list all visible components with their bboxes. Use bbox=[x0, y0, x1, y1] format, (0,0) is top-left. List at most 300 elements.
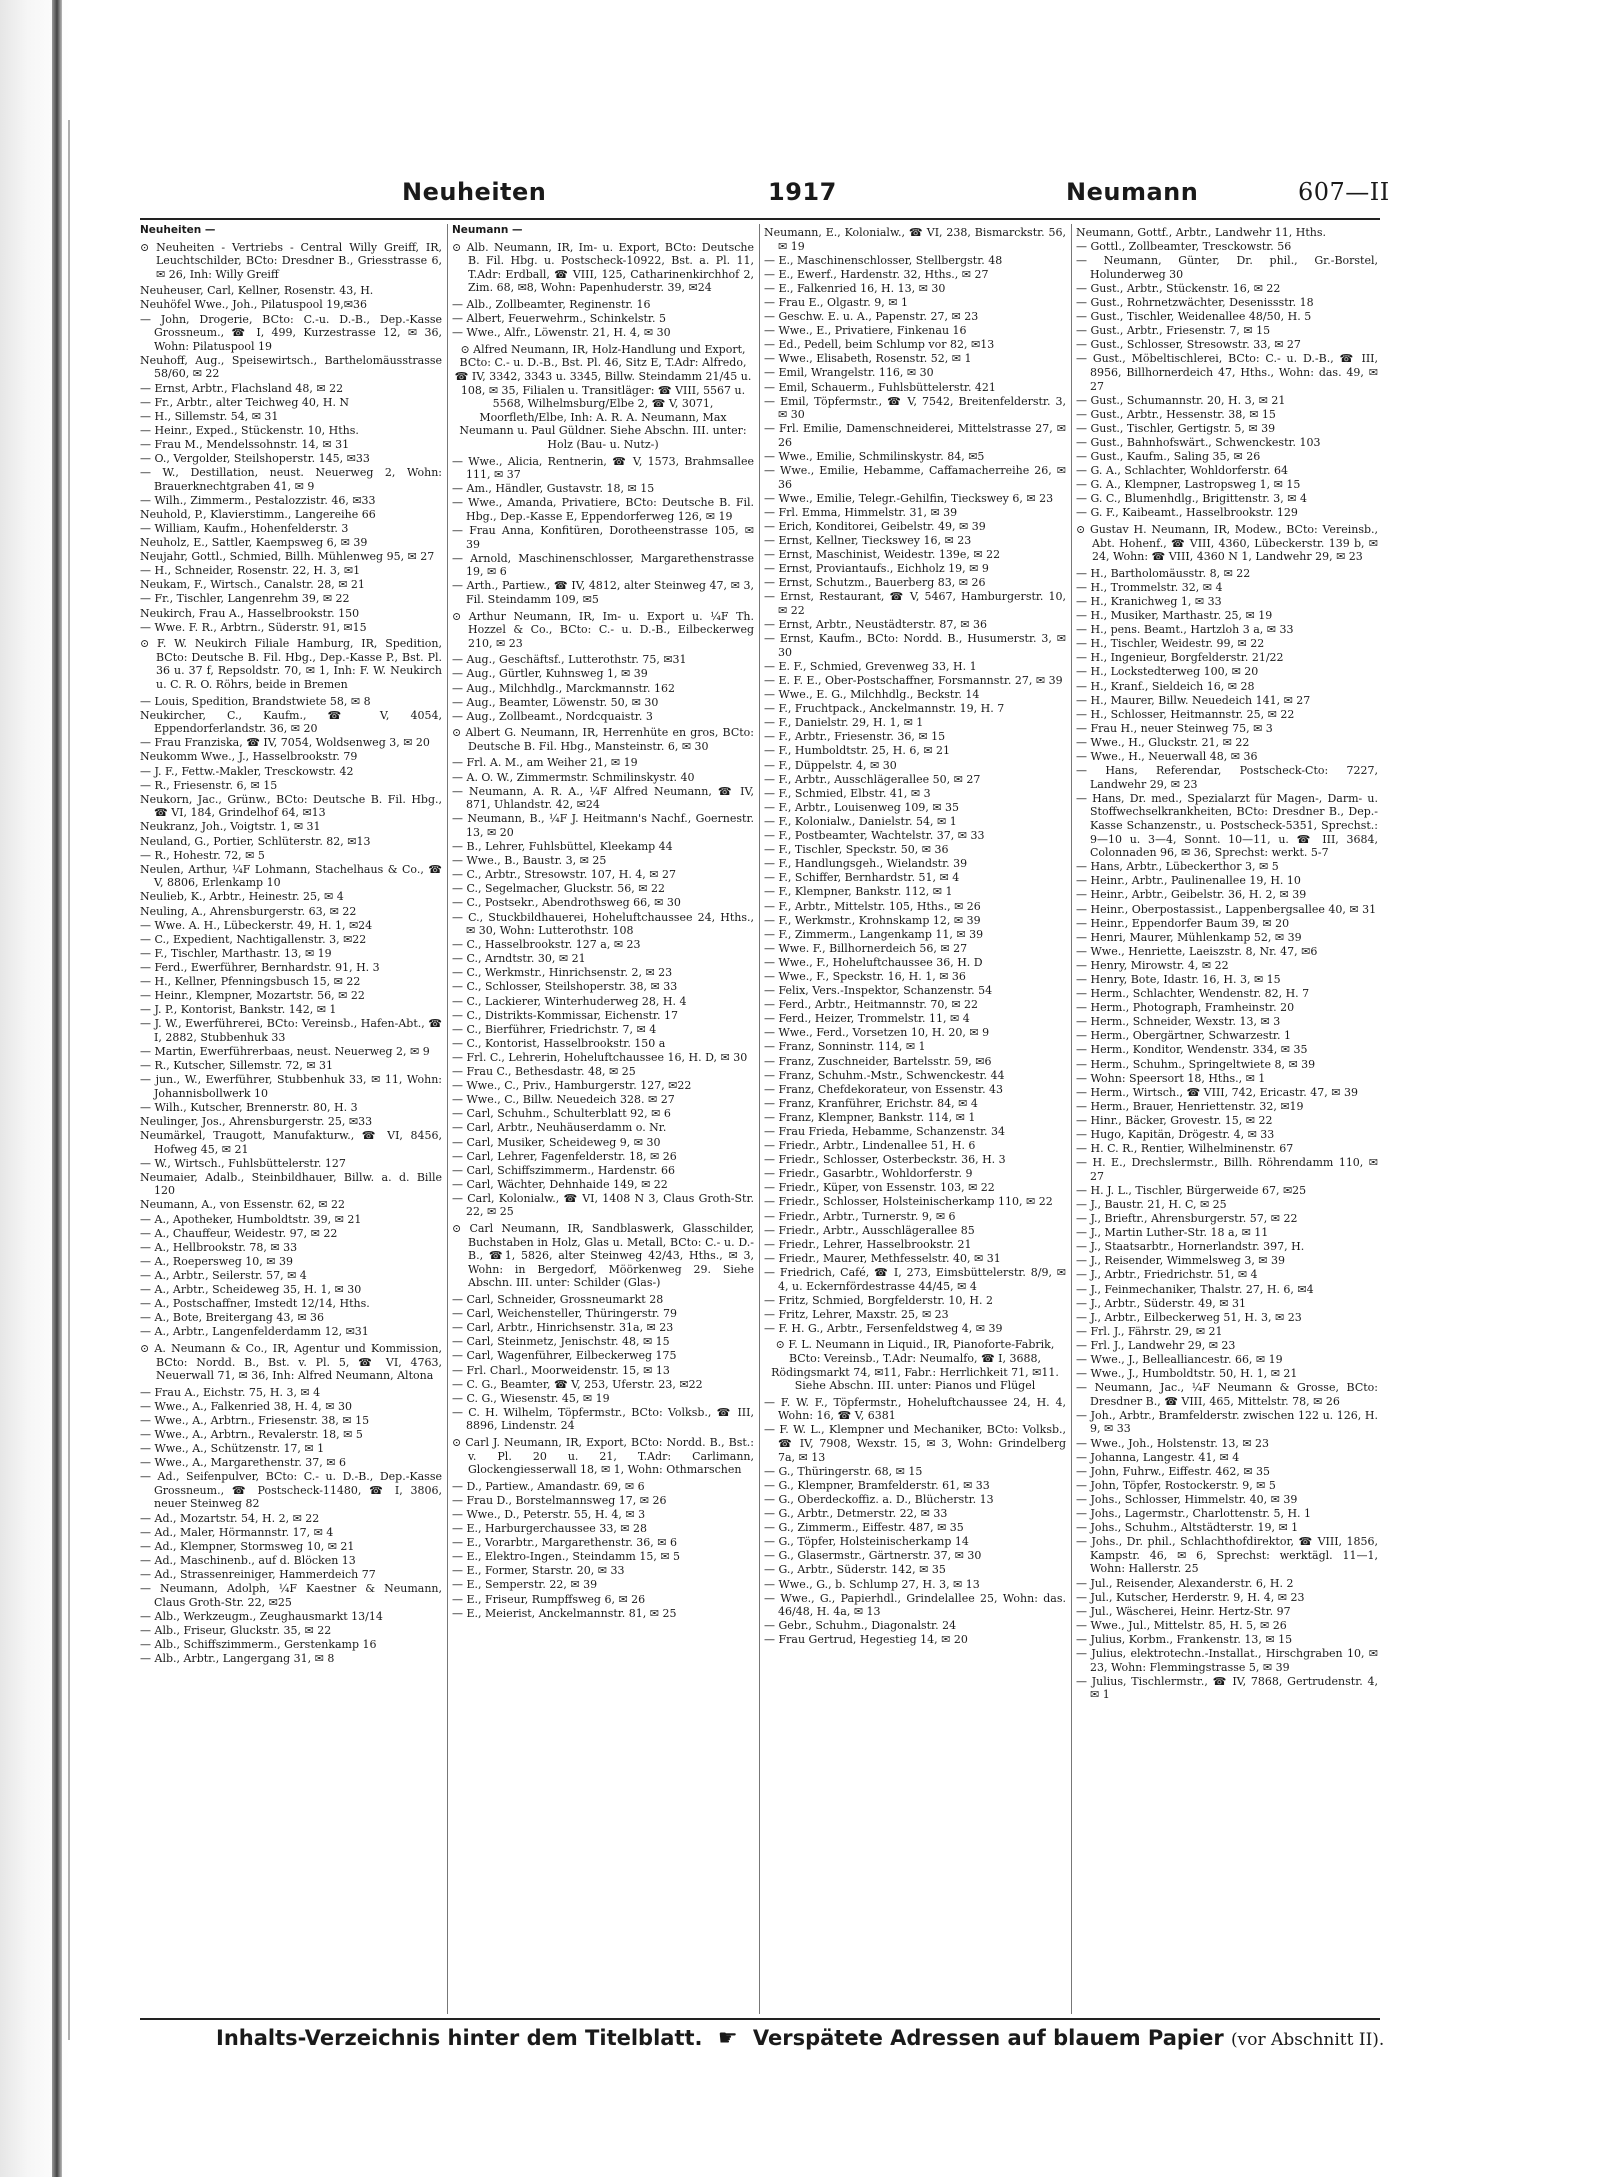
directory-entry: — Frau M., Mendelssohnstr. 14, ✉ 31 bbox=[140, 438, 442, 452]
directory-entry: — C., Kontorist, Hasselbrookstr. 150 a bbox=[452, 1037, 754, 1051]
directory-entry: Neuhold, P., Klavierstimm., Langereihe 66 bbox=[140, 507, 376, 521]
directory-entry: — Henri, Maurer, Mühlenkamp 52, ✉ 39 bbox=[1076, 931, 1378, 945]
directory-entry: — Heinr., Arbtr., Geibelstr. 36, H. 2, ✉ 39 bbox=[1076, 888, 1378, 902]
directory-entry: — Ad., Maschinenb., auf d. Blöcken 13 bbox=[140, 1554, 442, 1568]
directory-entry: — J., Reisender, Wimmelsweg 3, ✉ 39 bbox=[1076, 1254, 1378, 1268]
directory-entry: — Louis, Spedition, Brandstwiete 58, ✉ 8 bbox=[140, 695, 442, 709]
directory-entry: — Henry, Mirowstr. 4, ✉ 22 bbox=[1076, 959, 1378, 973]
directory-entry: — Wwe., Alfr., Löwenstr. 21, H. 4, ✉ 30 bbox=[452, 326, 754, 340]
directory-entry: Neukorn, Jac., Grünw., BCto: Deutsche B. Fil. Hbg., ☎ VI, 184, Grindelhof 64, ✉13 bbox=[140, 792, 442, 820]
directory-entry: Neukranz, Joh., Voigtstr. 1, ✉ 31 bbox=[140, 820, 321, 834]
directory-entry: — Gust., Arbtr., Stückenstr. 16, ✉ 22 bbox=[1076, 282, 1378, 296]
directory-entry: Neulinger, Jos., Ahrensburgerstr. 25, ✉33 bbox=[140, 1114, 373, 1128]
directory-entry: — J. P., Kontorist, Bankstr. 142, ✉ 1 bbox=[140, 1003, 442, 1017]
directory-entry: — Friedrich, Café, ☎ I, 273, Eimsbüttelerstr. 8/9, ✉ 4, u. Eckernfördestrasse 44/45, ✉ 4 bbox=[764, 1266, 1066, 1293]
directory-entry: — Jul., Wäscherei, Heinr. Hertz-Str. 97 bbox=[1076, 1605, 1378, 1619]
directory-entry: — J., Arbtr., Friedrichstr. 51, ✉ 4 bbox=[1076, 1268, 1378, 1282]
directory-entry: — Julius, Korbm., Frankenstr. 13, ✉ 15 bbox=[1076, 1633, 1378, 1647]
directory-page bbox=[140, 160, 1390, 2080]
directory-entry: — Wwe., D., Peterstr. 55, H. 4, ✉ 3 bbox=[452, 1508, 754, 1522]
directory-entry: — Frl. C., Lehrerin, Hoheluftchaussee 16, H. D, ✉ 30 bbox=[452, 1051, 754, 1065]
directory-entry: — Carl, Musiker, Scheideweg 9, ✉ 30 bbox=[452, 1136, 754, 1150]
directory-entry: — E., Former, Starstr. 20, ✉ 33 bbox=[452, 1564, 754, 1578]
directory-entry: — Joh., Arbtr., Bramfelderstr. zwischen 122 u. 126, H. 9, ✉ 33 bbox=[1076, 1409, 1378, 1436]
directory-entry: — E., Vorarbtr., Margarethenstr. 36, ✉ 6 bbox=[452, 1536, 754, 1550]
directory-entry: — Wwe., H., Gluckstr. 21, ✉ 22 bbox=[1076, 736, 1378, 750]
directory-entry: — Wwe., C., Priv., Hamburgerstr. 127, ✉22 bbox=[452, 1079, 754, 1093]
directory-entry-featured: ⊙ Albert G. Neumann, IR, Herrenhüte en gros, BCto: Deutsche B. Fil. Hbg., Mansteinstr. 6, ✉ 30 bbox=[452, 726, 754, 753]
directory-entry: Neumann, A., von Essenstr. 62, ✉ 22 bbox=[140, 1198, 345, 1212]
directory-entry-featured: ⊙ Arthur Neumann, IR, Im- u. Export u. ¼F Th. Hozzel & Co., BCto: C.- u. D.-B., Eilbeckerweg 210, ✉ 23 bbox=[452, 609, 754, 650]
directory-entry: Neukomm Wwe., J., Hasselbrookstr. 79 bbox=[140, 750, 358, 764]
column-4 bbox=[1076, 224, 1378, 2014]
directory-entry: — Carl, Weichensteller, Thüringerstr. 79 bbox=[452, 1307, 754, 1321]
directory-entry: — Ernst, Maschinist, Weidestr. 139e, ✉ 22 bbox=[764, 548, 1066, 562]
directory-entry: — Gust., Tischler, Weidenallee 48/50, H. 5 bbox=[1076, 310, 1378, 324]
directory-entry: — F., Werkmstr., Krohnskamp 12, ✉ 39 bbox=[764, 914, 1066, 928]
directory-entry: — Johanna, Langestr. 41, ✉ 4 bbox=[1076, 1451, 1378, 1465]
directory-entry: — Frl. Emma, Himmelstr. 31, ✉ 39 bbox=[764, 506, 1066, 520]
directory-entry: — Wwe. F. R., Arbtrn., Süderstr. 91, ✉15 bbox=[140, 621, 442, 635]
column-head: Neumann — bbox=[452, 224, 523, 236]
header-rule bbox=[140, 218, 1380, 220]
directory-entry: — F., Fruchtpack., Anckelmannstr. 19, H. 7 bbox=[764, 702, 1066, 716]
directory-entry: — Ad., Seifenpulver, BCto: C.- u. D.-B., Dep.-Kasse Grossneum., ☎ Postscheck-11480, ☎ I, 3806, neuer Steinweg 82 bbox=[140, 1470, 442, 1511]
directory-entry: — Johs., Dr. phil., Schlachthofdirektor, ☎ VIII, 1856, Kampstr. 46, ✉ 6, Sprechst: werktägl. 11—1, Wohn: Hallerstr. 25 bbox=[1076, 1535, 1378, 1576]
directory-entry: — H., pens. Beamt., Hartzloh 3 a, ✉ 33 bbox=[1076, 623, 1378, 637]
directory-entry: — H., Kranichweg 1, ✉ 33 bbox=[1076, 595, 1378, 609]
directory-entry: — Wwe. A. H., Lübeckerstr. 49, H. 1, ✉24 bbox=[140, 919, 442, 933]
directory-entry: — C., Arndtstr. 30, ✉ 21 bbox=[452, 952, 754, 966]
directory-entry: — H., Lockstedterweg 100, ✉ 20 bbox=[1076, 665, 1378, 679]
directory-entry: — H., Schlosser, Heitmannstr. 25, ✉ 22 bbox=[1076, 708, 1378, 722]
directory-entry: — Ernst, Kaufm., BCto: Nordd. B., Husumerstr. 3, ✉ 30 bbox=[764, 632, 1066, 659]
directory-entry: — Alb., Zollbeamter, Reginenstr. 16 bbox=[452, 298, 754, 312]
directory-entry: — Wwe., Emilie, Schmilinskystr. 84, ✉5 bbox=[764, 450, 1066, 464]
directory-entry: — H., Kranf., Sieldeich 16, ✉ 28 bbox=[1076, 680, 1378, 694]
directory-entry: — G., Klempner, Bramfelderstr. 61, ✉ 33 bbox=[764, 1479, 1066, 1493]
directory-entry: — H., Trommelstr. 32, ✉ 4 bbox=[1076, 581, 1378, 595]
directory-entry: — Alb., Schiffszimmerm., Gerstenkamp 16 bbox=[140, 1638, 442, 1652]
directory-entry: — John, Töpfer, Rostockerstr. 9, ✉ 5 bbox=[1076, 1479, 1378, 1493]
directory-entry: — Wwe., G., b. Schlump 27, H. 3, ✉ 13 bbox=[764, 1578, 1066, 1592]
directory-entry: — Ernst, Restaurant, ☎ V, 5467, Hamburgerstr. 10, ✉ 22 bbox=[764, 590, 1066, 617]
directory-entry: Neulieb, K., Arbtr., Heinestr. 25, ✉ 4 bbox=[140, 890, 344, 904]
directory-entry: — Ernst, Schutzm., Bauerberg 83, ✉ 26 bbox=[764, 576, 1066, 590]
directory-entry: — J., Martin Luther-Str. 18 a, ✉ 11 bbox=[1076, 1226, 1378, 1240]
directory-entry: — A., Arbtr., Seilerstr. 57, ✉ 4 bbox=[140, 1269, 442, 1283]
directory-entry: — Wwe., A., Arbtrn., Revalerstr. 18, ✉ 5 bbox=[140, 1428, 442, 1442]
directory-entry: — Ferd., Ewerführer, Bernhardstr. 91, H. 3 bbox=[140, 961, 442, 975]
directory-entry: — Gust., Kaufm., Saling 35, ✉ 26 bbox=[1076, 450, 1378, 464]
directory-entry: — Wwe., A., Falkenried 38, H. 4, ✉ 30 bbox=[140, 1400, 442, 1414]
footer-rule bbox=[140, 2018, 1380, 2020]
directory-entry: — Frau A., Eichstr. 75, H. 3, ✉ 4 bbox=[140, 1386, 442, 1400]
directory-entry: — Carl, Schiffszimmerm., Hardenstr. 66 bbox=[452, 1164, 754, 1178]
directory-entry: — J., Brieftr., Ahrensburgerstr. 57, ✉ 22 bbox=[1076, 1212, 1378, 1226]
directory-entry: Neukirch, Frau A., Hasselbrookstr. 150 bbox=[140, 606, 360, 620]
directory-entry: — E. F. E., Ober-Postschaffner, Forsmannstr. 27, ✉ 39 bbox=[764, 674, 1066, 688]
directory-entry: — C. G., Beamter, ☎ V, 253, Uferstr. 23, ✉22 bbox=[452, 1378, 754, 1392]
directory-entry: — Carl, Wächter, Dehnhaide 149, ✉ 22 bbox=[452, 1178, 754, 1192]
directory-entry: — C., Expedient, Nachtigallenstr. 3, ✉22 bbox=[140, 933, 442, 947]
directory-entry: — Felix, Vers.-Inspektor, Schanzenstr. 54 bbox=[764, 984, 1066, 998]
directory-entry: — Johs., Lagermstr., Charlottenstr. 5, H. 1 bbox=[1076, 1507, 1378, 1521]
directory-entry: — John, Drogerie, BCto: C.-u. D.-B., Dep.-Kasse Grossneum., ☎ I, 499, Kurzestrasse 12, ✉ 36, Wohn: Pilatuspool 19 bbox=[140, 313, 442, 354]
directory-entry: — G., Arbtr., Süderstr. 142, ✉ 35 bbox=[764, 1563, 1066, 1577]
directory-entry: — Hans, Arbtr., Lübeckerthor 3, ✉ 5 bbox=[1076, 860, 1378, 874]
directory-entry: Neuling, A., Ahrensburgerstr. 63, ✉ 22 bbox=[140, 904, 357, 918]
column-entries bbox=[140, 241, 442, 1666]
directory-entry: — Emil, Töpfermstr., ☎ V, 7542, Breitenfelderstr. 3, ✉ 30 bbox=[764, 395, 1066, 422]
directory-entry: — C., Werkmstr., Hinrichsenstr. 2, ✉ 23 bbox=[452, 966, 754, 980]
directory-entry: — Ferd., Arbtr., Heitmannstr. 70, ✉ 22 bbox=[764, 998, 1066, 1012]
directory-entry: — Wilh., Zimmerm., Pestalozzistr. 46, ✉33 bbox=[140, 494, 442, 508]
directory-entry: — Jul., Kutscher, Herderstr. 9, H. 4, ✉ 23 bbox=[1076, 1591, 1378, 1605]
directory-entry: — H., Tischler, Weidestr. 99, ✉ 22 bbox=[1076, 637, 1378, 651]
directory-entry: — Emil, Schauerm., Fuhlsbüttelerstr. 421 bbox=[764, 381, 1066, 395]
directory-entry-featured: ⊙ A. Neumann & Co., IR, Agentur und Kommission, BCto: Nordd. B., Bst. v. Pl. 5, ☎ VI, 4763, Neuerwall 71, ✉ 36, Inh: Alfred Neumann, Altona bbox=[140, 1341, 442, 1383]
directory-entry: — Franz, Kranführer, Erichstr. 84, ✉ 4 bbox=[764, 1097, 1066, 1111]
directory-entry: — Ernst, Arbtr., Flachsland 48, ✉ 22 bbox=[140, 382, 442, 396]
book-binding bbox=[52, 0, 62, 2177]
column-rule bbox=[759, 224, 760, 2014]
directory-entry: — A. O. W., Zimmermstr. Schmilinskystr. 40 bbox=[452, 771, 754, 785]
directory-entry: — Wwe., J., Humboldtstr. 50, H. 1, ✉ 21 bbox=[1076, 1367, 1378, 1381]
directory-entry: — Am., Händler, Gustavstr. 18, ✉ 15 bbox=[452, 482, 754, 496]
directory-entry: — F., Kolonialw., Danielstr. 54, ✉ 1 bbox=[764, 815, 1066, 829]
directory-entry: — Franz, Klempner, Bankstr. 114, ✉ 1 bbox=[764, 1111, 1066, 1125]
directory-entry: — G. F., Kaibeamt., Hasselbrookstr. 129 bbox=[1076, 506, 1378, 520]
directory-entry: — C. H. Wilhelm, Töpfermstr., BCto: Volksb., ☎ III, 8896, Lindenstr. 24 bbox=[452, 1406, 754, 1433]
directory-entry: — Herm., Schuhm., Springeltwiete 8, ✉ 39 bbox=[1076, 1058, 1378, 1072]
directory-entry: — F., Danielstr. 29, H. 1, ✉ 1 bbox=[764, 716, 1066, 730]
directory-entry: — Hugo, Kapitän, Drögestr. 4, ✉ 33 bbox=[1076, 1128, 1378, 1142]
directory-entry: — F., Handlungsgeh., Wielandstr. 39 bbox=[764, 857, 1066, 871]
directory-entry: — Emil, Wrangelstr. 116, ✉ 30 bbox=[764, 366, 1066, 380]
directory-entry: — Frau D., Borstelmannsweg 17, ✉ 26 bbox=[452, 1494, 754, 1508]
directory-entry: — F., Arbtr., Friesenstr. 36, ✉ 15 bbox=[764, 730, 1066, 744]
directory-entry: — Neumann, Jac., ¼F Neumann & Grosse, BCto: Dresdner B., ☎ VIII, 465, Mittelstr. 78, ✉ 26 bbox=[1076, 1381, 1378, 1408]
directory-entry: — Ernst, Proviantaufs., Eichholz 19, ✉ 9 bbox=[764, 562, 1066, 576]
directory-entry: — E., Elektro-Ingen., Steindamm 15, ✉ 5 bbox=[452, 1550, 754, 1564]
directory-entry: — Heinr., Eppendorfer Baum 39, ✉ 20 bbox=[1076, 917, 1378, 931]
directory-entry: — F., Schiffer, Bernhardstr. 51, ✉ 4 bbox=[764, 871, 1066, 885]
directory-entry: — F., Arbtr., Ausschlägerallee 50, ✉ 27 bbox=[764, 773, 1066, 787]
directory-entry: — Friedr., Gasarbtr., Wohldorferstr. 9 bbox=[764, 1167, 1066, 1181]
directory-entry: — Frl. J., Landwehr 29, ✉ 23 bbox=[1076, 1339, 1378, 1353]
directory-entry: Neukircher, C., Kaufm., ☎ V, 4054, Eppendorferlandstr. 36, ✉ 20 bbox=[140, 708, 442, 736]
directory-entry: — G. A., Schlachter, Wohldorferstr. 64 bbox=[1076, 464, 1378, 478]
header-year: 1917 bbox=[768, 178, 837, 206]
directory-entry: — A., Arbtr., Langenfelderdamm 12, ✉31 bbox=[140, 1325, 442, 1339]
directory-entry: — Wwe., Emilie, Hebamme, Caffamacherreihe 26, ✉ 36 bbox=[764, 464, 1066, 491]
directory-entry: — Herm., Wirtsch., ☎ VIII, 742, Ericastr. 47, ✉ 39 bbox=[1076, 1086, 1378, 1100]
directory-entry: — Martin, Ewerführerbaas, neust. Neuerweg 2, ✉ 9 bbox=[140, 1045, 442, 1059]
directory-entry: — Frau C., Bethesdastr. 48, ✉ 25 bbox=[452, 1065, 754, 1079]
directory-entry: — E., Harburgerchaussee 33, ✉ 28 bbox=[452, 1522, 754, 1536]
directory-entry: — Carl, Wagenführer, Eilbeckerweg 175 bbox=[452, 1349, 754, 1363]
directory-entry: — Alb., Arbtr., Langergang 31, ✉ 8 bbox=[140, 1652, 442, 1666]
directory-entry: — A., Bote, Breitergang 43, ✉ 36 bbox=[140, 1311, 442, 1325]
header-left-keyword: Neuheiten bbox=[402, 178, 547, 206]
header-right-keyword: Neumann bbox=[1066, 178, 1199, 206]
directory-entry: — Gust., Schumannstr. 20, H. 3, ✉ 21 bbox=[1076, 394, 1378, 408]
directory-entry: Neukam, F., Wirtsch., Canalstr. 28, ✉ 21 bbox=[140, 578, 365, 592]
directory-entry: — Wwe., Emilie, Telegr.-Gehilfin, Tieckswey 6, ✉ 23 bbox=[764, 492, 1066, 506]
directory-entry: — R., Friesenstr. 6, ✉ 15 bbox=[140, 779, 442, 793]
directory-entry: Neumärkel, Traugott, Manufakturw., ☎ VI, 8456, Hofweg 45, ✉ 21 bbox=[140, 1129, 442, 1156]
directory-entry: — Fritz, Schmied, Borgfelderstr. 10, H. 2 bbox=[764, 1294, 1066, 1308]
directory-entry: — B., Lehrer, Fuhlsbüttel, Kleekamp 44 bbox=[452, 840, 754, 854]
directory-entry: — Wwe., Amanda, Privatiere, BCto: Deutsche B. Fil. Hbg., Dep.-Kasse E, Eppendorferweg 126, ✉ 19 bbox=[452, 496, 754, 523]
directory-entry: — Gust., Rohrnetzwächter, Desenissstr. 18 bbox=[1076, 296, 1378, 310]
directory-entry: — F. W. F., Töpfermstr., Hoheluftchaussee 24, H. 4, Wohn: 16, ☎ V, 6381 bbox=[764, 1396, 1066, 1423]
column-2 bbox=[452, 224, 754, 2014]
directory-entry: — Franz, Chefdekorateur, von Essenstr. 43 bbox=[764, 1083, 1066, 1097]
directory-entry: — Wwe., G., Papierhdl., Grindelallee 25, Wohn: das. 46/48, H. 4a, ✉ 13 bbox=[764, 1592, 1066, 1619]
directory-entry: — C. G., Wiesenstr. 45, ✉ 19 bbox=[452, 1392, 754, 1406]
directory-entry: — H. J. L., Tischler, Bürgerweide 67, ✉25 bbox=[1076, 1184, 1378, 1198]
footer-section-note: (vor Abschnitt II). bbox=[1231, 2030, 1385, 2050]
directory-entry: — J. F., Fettw.-Makler, Tresckowstr. 42 bbox=[140, 765, 442, 779]
running-header bbox=[140, 178, 1390, 212]
directory-entry: — F., Arbtr., Louisenweg 109, ✉ 35 bbox=[764, 801, 1066, 815]
directory-entry: — Gottl., Zollbeamter, Tresckowstr. 56 bbox=[1076, 240, 1378, 254]
directory-entry: — C., Segelmacher, Gluckstr. 56, ✉ 22 bbox=[452, 882, 754, 896]
directory-entry: — Franz, Sonninstr. 114, ✉ 1 bbox=[764, 1040, 1066, 1054]
directory-entry: — Wwe., F., Speckstr. 16, H. 1, ✉ 36 bbox=[764, 970, 1066, 984]
directory-entry: — Neumann, Adolph, ¼F Kaestner & Neumann, Claus Groth-Str. 22, ✉25 bbox=[140, 1582, 442, 1609]
column-entries bbox=[452, 241, 754, 1621]
directory-entry-featured: ⊙ Alb. Neumann, IR, Im- u. Export, BCto: Deutsche B. Fil. Hbg. u. Postscheck-10922, Bst. a. Pl. 11, T.Adr: Erdball, ☎ VIII, 125, Catharinenkirchhof 2, Zim. 68, ✉8, Wohn: Papenhuderstr. 39, ✉24 bbox=[452, 240, 754, 295]
directory-entry: — A., Apotheker, Humboldtstr. 39, ✉ 21 bbox=[140, 1213, 442, 1227]
directory-entry: — Wwe., H., Neuerwall 48, ✉ 36 bbox=[1076, 750, 1378, 764]
directory-entry: — Ernst, Arbtr., Neustädterstr. 87, ✉ 36 bbox=[764, 618, 1066, 632]
directory-entry: — Hans, Referendar, Postscheck-Cto: 7227, Landwehr 29, ✉ 23 bbox=[1076, 764, 1378, 791]
directory-entry: — Heinr., Klempner, Mozartstr. 56, ✉ 22 bbox=[140, 989, 442, 1003]
directory-entry: — Neumann, Günter, Dr. phil., Gr.-Borstel, Holunderweg 30 bbox=[1076, 254, 1378, 281]
column-entries bbox=[764, 226, 1066, 1647]
directory-entry: — E., Falkenried 16, H. 13, ✉ 30 bbox=[764, 282, 1066, 296]
directory-entry: — H., Musiker, Marthastr. 25, ✉ 19 bbox=[1076, 609, 1378, 623]
directory-entry: — J., Feinmechaniker, Thalstr. 27, H. 6, ✉4 bbox=[1076, 1283, 1378, 1297]
directory-entry: — Wwe., E., Privatiere, Finkenau 16 bbox=[764, 324, 1066, 338]
directory-entry: — Fritz, Lehrer, Maxstr. 25, ✉ 23 bbox=[764, 1308, 1066, 1322]
directory-entry: — Ad., Mozartstr. 54, H. 2, ✉ 22 bbox=[140, 1512, 442, 1526]
directory-entry: — Frau Anna, Konfitüren, Dorotheenstrasse 105, ✉ 39 bbox=[452, 524, 754, 551]
directory-entry: — H., Sillemstr. 54, ✉ 31 bbox=[140, 410, 442, 424]
directory-entry-featured: ⊙ F. L. Neumann in Liquid., IR, Pianoforte-Fabrik, BCto: Vereinsb., T.Adr: Neumalfo, ☎ I, 3688, Rödingsmarkt 74, ✉11, Fabr.: Herrlichkeit 71, ✉11. Siehe Abschn. III. unter: Pianos und Flügel bbox=[771, 1338, 1059, 1393]
directory-entry: — Erich, Konditorei, Geibelstr. 49, ✉ 39 bbox=[764, 520, 1066, 534]
directory-entry: — Aug., Gürtler, Kuhnsweg 1, ✉ 39 bbox=[452, 667, 754, 681]
directory-entry: — Aug., Geschäftsf., Lutterothstr. 75, ✉31 bbox=[452, 653, 754, 667]
directory-entry: — F., Postbeamter, Wachtelstr. 37, ✉ 33 bbox=[764, 829, 1066, 843]
directory-entry: — R., Hohestr. 72, ✉ 5 bbox=[140, 849, 442, 863]
directory-entry: — Heinr., Oberpostassist., Lappenbergsallee 40, ✉ 31 bbox=[1076, 903, 1378, 917]
column-entries bbox=[1076, 226, 1378, 1702]
directory-entry: — E. F., Schmied, Grevenweg 33, H. 1 bbox=[764, 660, 1066, 674]
footer-late-addresses-note: Verspätete Adressen auf blauem Papier bbox=[752, 2026, 1224, 2050]
directory-entry: — H., Ingenieur, Borgfelderstr. 21/22 bbox=[1076, 651, 1378, 665]
directory-entry: — A., Hellbrookstr. 78, ✉ 33 bbox=[140, 1241, 442, 1255]
directory-entry: — F., Zimmerm., Langenkamp 11, ✉ 39 bbox=[764, 928, 1066, 942]
directory-entry: — Wwe., C., Billw. Neuedeich 328. ✉ 27 bbox=[452, 1093, 754, 1107]
directory-entry: — Wilh., Kutscher, Brennerstr. 80, H. 3 bbox=[140, 1101, 442, 1115]
directory-entry: — Frau Franziska, ☎ IV, 7054, Woldsenweg 3, ✉ 20 bbox=[140, 736, 442, 750]
directory-entry: — Frau Frieda, Hebamme, Schanzenstr. 34 bbox=[764, 1125, 1066, 1139]
directory-entry: — C., Stuckbildhauerei, Hoheluftchaussee 24, Hths., ✉ 30, Wohn: Lutterothstr. 108 bbox=[452, 911, 754, 938]
directory-entry: — F., Klempner, Bankstr. 112, ✉ 1 bbox=[764, 885, 1066, 899]
directory-entry-featured: ⊙ Gustav H. Neumann, IR, Modew., BCto: Vereinsb., Abt. Hohenf., ☎ VIII, 4360, Lübeckerstr. 139 b, ✉ 24, Wohn: ☎ VIII, 4360 N 1, Landwehr 29, ✉ 23 bbox=[1076, 522, 1378, 564]
column-head: Neuheiten — bbox=[140, 224, 216, 236]
directory-entry: — Friedr., Arbtr., Ausschlägerallee 85 bbox=[764, 1224, 1066, 1238]
directory-entry: — Gust., Möbeltischlerei, BCto: C.- u. D.-B., ☎ III, 8956, Billhornerdeich 47, Hths., Wohn: das. 49, ✉ 27 bbox=[1076, 352, 1378, 393]
directory-entry: — F., Schmied, Elbstr. 41, ✉ 3 bbox=[764, 787, 1066, 801]
directory-entry: — C., Distrikts-Kommissar, Eichenstr. 17 bbox=[452, 1009, 754, 1023]
directory-entry: — H. E., Drechslermstr., Billh. Röhrendamm 110, ✉ 27 bbox=[1076, 1156, 1378, 1183]
directory-entry: — Carl, Lehrer, Fagenfelderstr. 18, ✉ 26 bbox=[452, 1150, 754, 1164]
directory-entry: — Aug., Zollbeamt., Nordcquaistr. 3 bbox=[452, 710, 754, 724]
directory-entry: — Carl, Arbtr., Neuhäuserdamm o. Nr. bbox=[452, 1121, 754, 1135]
directory-entry: Neujahr, Gottl., Schmied, Billh. Mühlenweg 95, ✉ 27 bbox=[140, 550, 435, 564]
directory-entry: — D., Partiew., Amandastr. 69, ✉ 6 bbox=[452, 1480, 754, 1494]
directory-entry: — F. H. G., Arbtr., Fersenfeldstweg 4, ✉ 39 bbox=[764, 1322, 1066, 1336]
column-1 bbox=[140, 224, 442, 2014]
directory-entry: — Herm., Schneider, Wexstr. 13, ✉ 3 bbox=[1076, 1015, 1378, 1029]
directory-entry: — Wwe., J., Bellealliancestr. 66, ✉ 19 bbox=[1076, 1353, 1378, 1367]
directory-entry: — Ferd., Heizer, Trommelstr. 11, ✉ 4 bbox=[764, 1012, 1066, 1026]
directory-entry: — William, Kaufm., Hohenfelderstr. 3 bbox=[140, 522, 442, 536]
column-rule bbox=[1071, 224, 1072, 2014]
directory-entry: — Alb., Werkzeugm., Zeughausmarkt 13/14 bbox=[140, 1610, 442, 1624]
directory-entry: — F., Tischler, Marthastr. 13, ✉ 19 bbox=[140, 947, 442, 961]
directory-entry: — C., Arbtr., Stresowstr. 107, H. 4, ✉ 27 bbox=[452, 868, 754, 882]
page-number: 607—II bbox=[1298, 178, 1390, 206]
directory-entry: — Ad., Klempner, Stormsweg 10, ✉ 21 bbox=[140, 1540, 442, 1554]
directory-entry: — G., Thüringerstr. 68, ✉ 15 bbox=[764, 1465, 1066, 1479]
directory-entry-featured: ⊙ Carl J. Neumann, IR, Export, BCto: Nordd. B., Bst.: v. Pl. 20 u. 21, T.Adr: Carlimann, Glockengiesserwall 18, ✉ 1, Wohn: Othmarschen bbox=[452, 1435, 754, 1477]
directory-entry: — Johs., Schlosser, Himmelstr. 40, ✉ 39 bbox=[1076, 1493, 1378, 1507]
directory-entry: — C., Bierführer, Friedrichstr. 7, ✉ 4 bbox=[452, 1023, 754, 1037]
directory-entry: — Neumann, A. R. A., ¼F Alfred Neumann, ☎ IV, 871, Uhlandstr. 42, ✉24 bbox=[452, 785, 754, 812]
directory-entry: — F., Humboldtstr. 25, H. 6, ✉ 21 bbox=[764, 744, 1066, 758]
directory-entry: — G., Oberdeckoffiz. a. D., Blücherstr. 13 bbox=[764, 1493, 1066, 1507]
directory-entry: — Franz, Zuschneider, Bartelsstr. 59, ✉6 bbox=[764, 1055, 1066, 1069]
directory-entry: — Ad., Strassenreiniger, Hammerdeich 77 bbox=[140, 1568, 442, 1582]
directory-entry: — A., Postschaffner, Imstedt 12/14, Hths. bbox=[140, 1297, 442, 1311]
directory-entry: — C., Schlosser, Steilshoperstr. 38, ✉ 33 bbox=[452, 980, 754, 994]
directory-entry: — Fr., Tischler, Langenrehm 39, ✉ 22 bbox=[140, 592, 442, 606]
directory-entry: — Herm., Brauer, Henriettenstr. 32, ✉19 bbox=[1076, 1100, 1378, 1114]
directory-entry-featured: ⊙ Alfred Neumann, IR, Holz-Handlung und Export, BCto: C.- u. D.-B., Bst. Pl. 46, Sitz E, T.Adr: Alfredo, ☎ IV, 3342, 3343 u. 3345, Billw. Steindamm 21/45 u. 108, ✉ 35, Filialen u. Transitläger: ☎ VIII, 5567 u. 5568, Wilhelmsburg/Elbe 2, ☎ V, 3071, Moorfleth/Elbe, Inh: A. R. A. Neumann, Max Neumann u. Paul Güldner. Siehe Abschn. III. unter: Holz (Bau- u. Nutz-) bbox=[454, 342, 752, 451]
directory-entry: — Gust., Arbtr., Friesenstr. 7, ✉ 15 bbox=[1076, 324, 1378, 338]
directory-entry: — Geschw. E. u. A., Papenstr. 27, ✉ 23 bbox=[764, 310, 1066, 324]
directory-entry: — Gust., Tischler, Gertigstr. 5, ✉ 39 bbox=[1076, 422, 1378, 436]
directory-entry: — Ad., Maler, Hörmannstr. 17, ✉ 4 bbox=[140, 1526, 442, 1540]
directory-entry: — Wwe., Jul., Mittelstr. 85, H. 5, ✉ 26 bbox=[1076, 1619, 1378, 1633]
directory-entry: — G., Arbtr., Detmerstr. 22, ✉ 33 bbox=[764, 1507, 1066, 1521]
directory-entry: — Friedr., Arbtr., Lindenallee 51, H. 6 bbox=[764, 1139, 1066, 1153]
directory-entry: — Frl. J., Fährstr. 29, ✉ 21 bbox=[1076, 1325, 1378, 1339]
footer-note bbox=[216, 2026, 1385, 2058]
directory-entry: — J., Arbtr., Eilbeckerweg 51, H. 3, ✉ 23 bbox=[1076, 1311, 1378, 1325]
directory-entry: — Arnold, Maschinenschlosser, Margarethenstrasse 19, ✉ 6 bbox=[452, 552, 754, 579]
directory-entry: — Wwe., E. G., Milchhdlg., Beckstr. 14 bbox=[764, 688, 1066, 702]
directory-entry: — Friedr., Schlosser, Osterbeckstr. 36, H. 3 bbox=[764, 1153, 1066, 1167]
directory-entry: — Carl, Kolonialw., ☎ VI, 1408 N 3, Claus Groth-Str. 22, ✉ 25 bbox=[452, 1192, 754, 1219]
directory-entry: — H., Schneider, Rosenstr. 22, H. 3, ✉1 bbox=[140, 564, 442, 578]
directory-entry: — Johs., Schuhm., Altstädterstr. 19, ✉ 1 bbox=[1076, 1521, 1378, 1535]
directory-entry: — Herm., Konditor, Wendenstr. 334, ✉ 35 bbox=[1076, 1043, 1378, 1057]
directory-entry: — H., Bartholomäusstr. 8, ✉ 22 bbox=[1076, 567, 1378, 581]
directory-entry: — Wwe., Ferd., Vorsetzen 10, H. 20, ✉ 9 bbox=[764, 1026, 1066, 1040]
directory-entry: — Gebr., Schuhm., Diagonalstr. 24 bbox=[764, 1619, 1066, 1633]
directory-entry-featured: ⊙ F. W. Neukirch Filiale Hamburg, IR, Spedition, BCto: Deutsche B. Fil. Hbg., Dep.-Kasse P., Bst. Pl. 36 u. 37 f, Repsoldstr. 70, ✉ 1, Inh: F. W. Neukirch u. C. R. O. Röhrs, beide in Bremen bbox=[140, 637, 442, 691]
directory-entry: Neulen, Arthur, ¼F Lohmann, Stachelhaus & Co., ☎ V, 8806, Erlenkamp 10 bbox=[140, 862, 442, 890]
directory-entry: — Frl. Emilie, Damenschneiderei, Mittelstrasse 27, ✉ 26 bbox=[764, 422, 1066, 449]
directory-entry: — Herm., Schlachter, Wendenstr. 82, H. 7 bbox=[1076, 987, 1378, 1001]
directory-entry: — Friedr., Küper, von Essenstr. 103, ✉ 22 bbox=[764, 1181, 1066, 1195]
directory-entry: Neumaier, Adalb., Steinbildhauer, Billw. a. d. Bille 120 bbox=[140, 1170, 442, 1198]
directory-entry: — Wohn: Speersort 18, Hths., ✉ 1 bbox=[1076, 1072, 1378, 1086]
directory-entry: — Friedr., Lehrer, Hasselbrookstr. 21 bbox=[764, 1238, 1066, 1252]
directory-entry: — Fr., Arbtr., alter Teichweg 40, H. N bbox=[140, 396, 442, 410]
directory-entry: — Carl, Steinmetz, Jenischstr. 48, ✉ 15 bbox=[452, 1335, 754, 1349]
directory-entry: — Carl, Schneider, Grossneumarkt 28 bbox=[452, 1293, 754, 1307]
directory-entry: — E., Ewerf., Hardenstr. 32, Hths., ✉ 27 bbox=[764, 268, 1066, 282]
directory-entry: — O., Vergolder, Steilshoperstr. 145, ✉33 bbox=[140, 452, 442, 466]
directory-entry: — H. C. R., Rentier, Wilhelminenstr. 67 bbox=[1076, 1142, 1378, 1156]
directory-entry: — F., Arbtr., Mittelstr. 105, Hths., ✉ 26 bbox=[764, 900, 1066, 914]
directory-entry: — Wwe., F., Hoheluftchaussee 36, H. D bbox=[764, 956, 1066, 970]
directory-entry: — J. W., Ewerführerei, BCto: Vereinsb., Hafen-Abt., ☎ I, 2882, Stubbenhuk 33 bbox=[140, 1017, 442, 1044]
directory-entry: — G., Glasermstr., Gärtnerstr. 37, ✉ 30 bbox=[764, 1549, 1066, 1563]
directory-entry: — Aug., Milchhdlg., Marckmannstr. 162 bbox=[452, 682, 754, 696]
directory-entry: — W., Wirtsch., Fuhlsbüttelerstr. 127 bbox=[140, 1157, 442, 1171]
directory-entry: — H., Maurer, Billw. Neuedeich 141, ✉ 27 bbox=[1076, 694, 1378, 708]
directory-entry: — F. W. L., Klempner und Mechaniker, BCto: Volksb., ☎ IV, 7908, Wexstr. 15, ✉ 3, Wohn: Grindelberg 7a, ✉ 13 bbox=[764, 1423, 1066, 1464]
column-rule bbox=[447, 224, 448, 2014]
directory-entry-featured: ⊙ Carl Neumann, IR, Sandblaswerk, Glasschilder, Buchstaben in Holz, Glas u. Metall, BCto: C.- u. D.-B., ☎1, 5826, alter Steinweg 42/43, Hths., ✉ 3, Wohn: in Bergedorf, Möörkenweg 29. Siehe Abschn. III. unter: Schilder (Glas-) bbox=[452, 1222, 754, 1290]
directory-entry: — G. C., Blumenhdlg., Brigittenstr. 3, ✉ 4 bbox=[1076, 492, 1378, 506]
directory-entry: — Frau H., neuer Steinweg 75, ✉ 3 bbox=[1076, 722, 1378, 736]
directory-entry: — E., Semperstr. 22, ✉ 39 bbox=[452, 1578, 754, 1592]
directory-entry: — Neumann, B., ¼F J. Heitmann's Nachf., Goernestr. 13, ✉ 20 bbox=[452, 812, 754, 839]
column-3 bbox=[764, 224, 1066, 2014]
directory-entry: — Gust., Schlosser, Stresowstr. 33, ✉ 27 bbox=[1076, 338, 1378, 352]
directory-entry: — Wwe., A., Arbtrn., Friesenstr. 38, ✉ 15 bbox=[140, 1414, 442, 1428]
directory-entry: — Heinr., Exped., Stückenstr. 10, Hths. bbox=[140, 424, 442, 438]
directory-entry: — Herm., Obergärtner, Schwarzestr. 1 bbox=[1076, 1029, 1378, 1043]
directory-entry: — Ed., Pedell, beim Schlump vor 82, ✉13 bbox=[764, 338, 1066, 352]
directory-entry: — Julius, Tischlermstr., ☎ IV, 7868, Gertrudenstr. 4, ✉ 1 bbox=[1076, 1675, 1378, 1702]
directory-entry: Neumann, Gottf., Arbtr., Landwehr 11, Hths. bbox=[1076, 226, 1326, 239]
directory-entry: — C., Postsekr., Abendrothsweg 66, ✉ 30 bbox=[452, 896, 754, 910]
directory-entry: — Gust., Bahnhofswärt., Schwenckestr. 103 bbox=[1076, 436, 1378, 450]
directory-entry: — Wwe., Henriette, Laeiszstr. 8, Nr. 47, ✉6 bbox=[1076, 945, 1378, 959]
directory-entry: Neuholz, E., Sattler, Kaempsweg 6, ✉ 39 bbox=[140, 536, 368, 550]
directory-entry: — Wwe., Elisabeth, Rosenstr. 52, ✉ 1 bbox=[764, 352, 1066, 366]
directory-entry: — Frau E., Olgastr. 9, ✉ 1 bbox=[764, 296, 1066, 310]
directory-entry: — F., Tischler, Speckstr. 50, ✉ 36 bbox=[764, 843, 1066, 857]
directory-entry: — Wwe. F., Billhornerdeich 56, ✉ 27 bbox=[764, 942, 1066, 956]
directory-entry: — Frau Gertrud, Hegestieg 14, ✉ 20 bbox=[764, 1633, 1066, 1647]
directory-entry: — A., Roepersweg 10, ✉ 39 bbox=[140, 1255, 442, 1269]
directory-entry: — Hans, Dr. med., Spezialarzt für Magen-, Darm- u. Stoffwechselkrankheiten, BCto: Dresdner B., Dep.-Kasse Schanzenstr., u. Postscheck-5351, Sprechst.: 9—10 u. 3—4, Sonnt. 10—11, u. ☎ III, 3684, Colonnaden 96, ✉ 36, Sprechst: werkt. 5-7 bbox=[1076, 792, 1378, 860]
footer-index-note: Inhalts-Verzeichnis hinter dem Titelblatt. bbox=[216, 2026, 703, 2050]
directory-entry: — Frl. A. M., am Weiher 21, ✉ 19 bbox=[452, 756, 754, 770]
